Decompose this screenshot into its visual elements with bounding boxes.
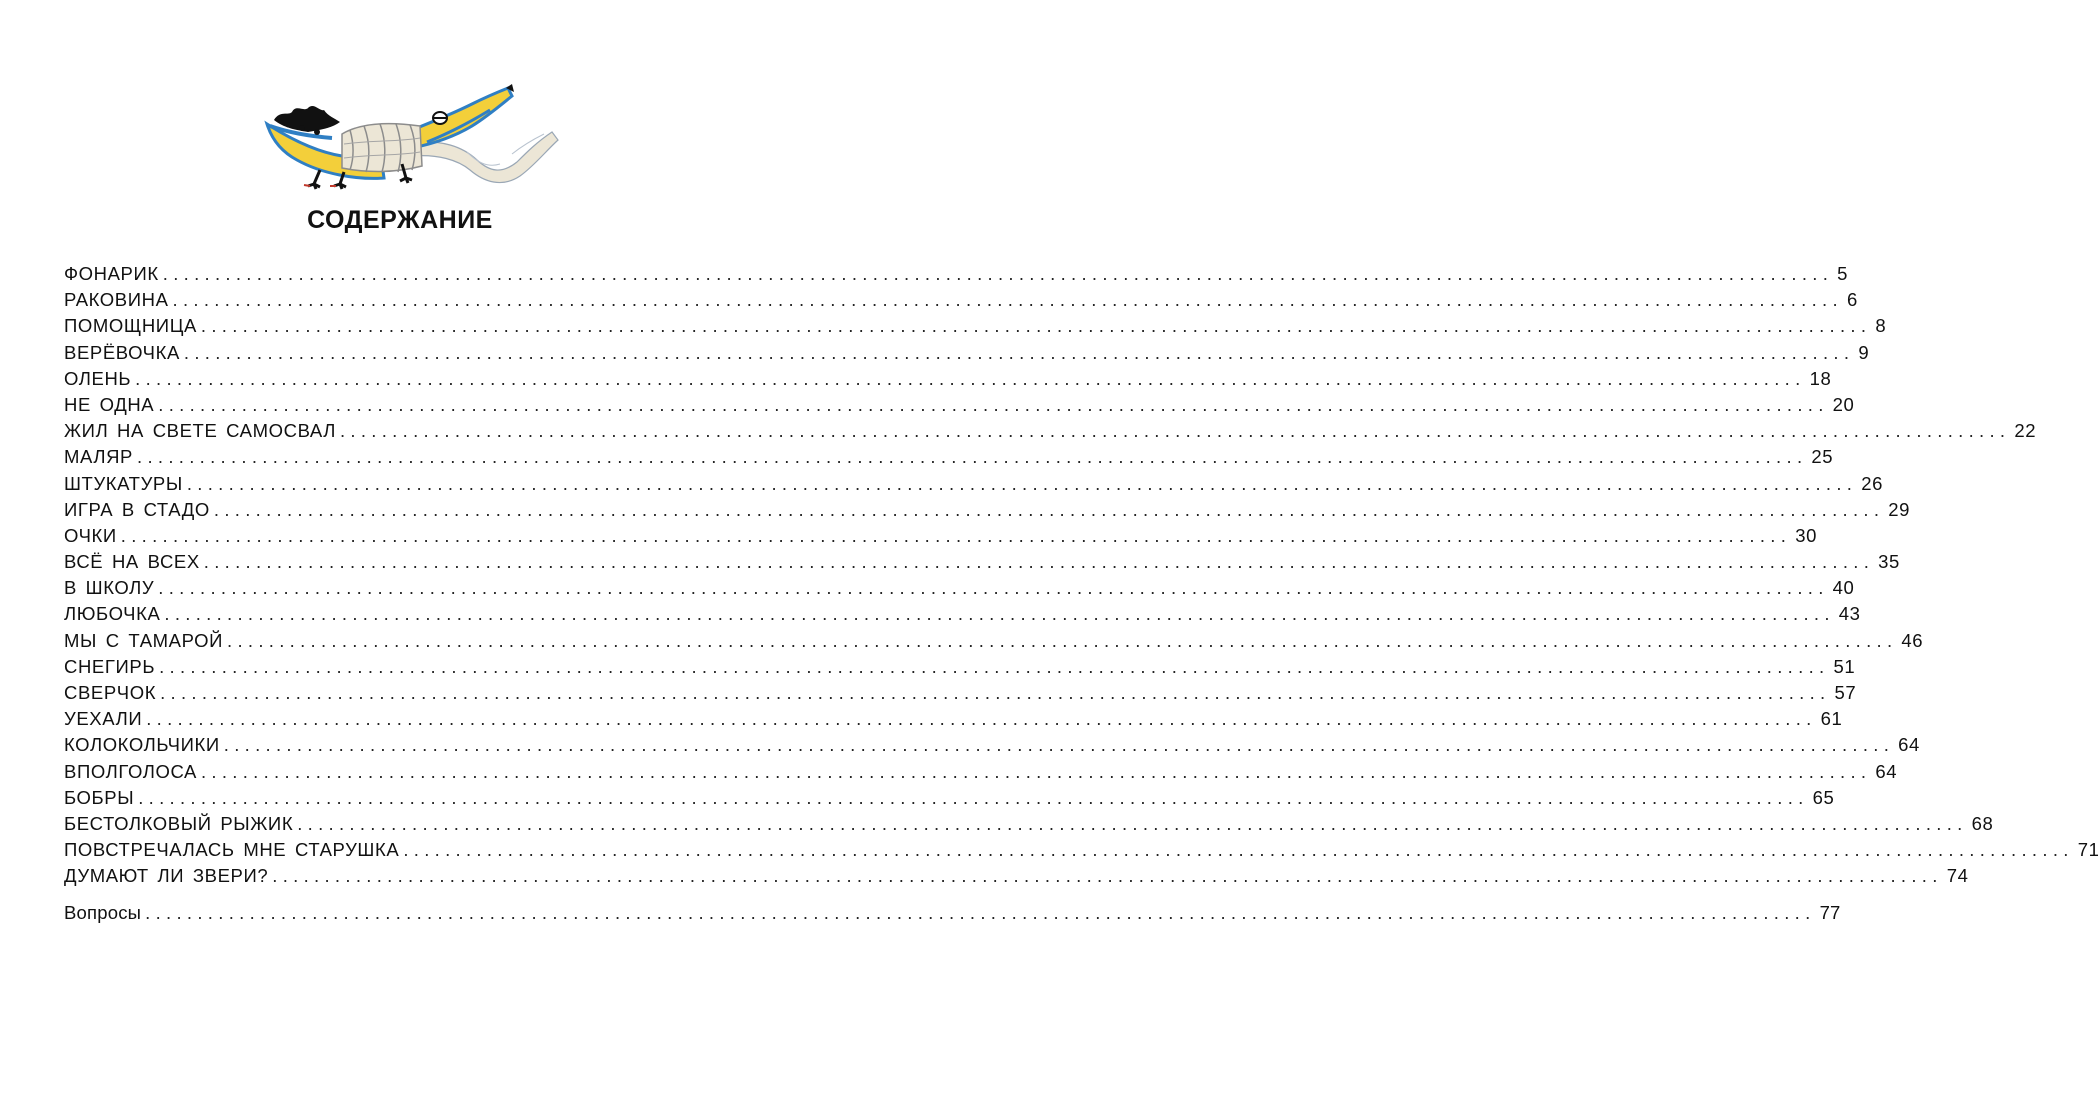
toc-entry-title: БОБРЫ — [64, 786, 135, 808]
toc-entry — [64, 549, 1900, 575]
toc-entry-page: 18 — [1809, 367, 1832, 389]
toc-entry — [64, 340, 1870, 366]
toc-entry-page: 26 — [1861, 472, 1884, 494]
toc-entry-title: УЕХАЛИ — [64, 708, 143, 730]
toc-entry-title: ПОМОЩНИЦА — [64, 315, 197, 337]
toc-dot-leader: ................................................................................................................................................................ — [186, 472, 1858, 494]
bandage-wrap — [342, 124, 422, 172]
toc-entry-title: ОЧКИ — [64, 524, 117, 546]
toc-entry-title: РАКОВИНА — [64, 289, 169, 311]
table-of-contents — [64, 261, 2099, 926]
toc-entry-page: 22 — [2014, 420, 2037, 442]
toc-entry-title: ВСЁ НА ВСЕХ — [64, 551, 200, 573]
toc-entry-title: Вопросы — [64, 901, 142, 923]
toc-entry-title: ЖИЛ НА СВЕТЕ САМОСВАЛ — [64, 420, 336, 442]
toc-entry — [64, 313, 1887, 339]
toc-entry-title: БЕСТОЛКОВЫЙ РЫЖИК — [64, 812, 294, 834]
toc-entry — [64, 680, 1857, 706]
toc-entry — [64, 261, 1849, 287]
toc-dot-leader: ................................................................................................................................................................ — [145, 901, 1816, 923]
toc-entry-title: КОЛОКОЛЬЧИКИ — [64, 734, 220, 756]
toc-entry-page: 30 — [1795, 524, 1817, 546]
toc-dot-leader: ................................................................................................................................................................ — [164, 603, 1835, 625]
toc-entry-page: 74 — [1946, 865, 1969, 887]
toc-entry-page: 8 — [1875, 315, 1887, 337]
crocodile-spikes — [274, 106, 340, 132]
toc-entry — [64, 811, 1994, 837]
toc-dot-leader: ................................................................................................................................................................ — [158, 393, 1829, 415]
toc-dot-leader: ................................................................................................................................................................ — [159, 655, 1830, 677]
toc-entry — [64, 654, 1856, 680]
toc-entry-page: 64 — [1898, 734, 1920, 756]
toc-entry-title: МЫ С ТАМАРОЙ — [64, 629, 224, 651]
toc-entry — [64, 497, 1911, 523]
toc-entry-title: ШТУКАТУРЫ — [64, 472, 183, 494]
toc-dot-leader: ................................................................................................................................................................ — [213, 498, 1885, 520]
toc-entry-title: ВЕРЁВОЧКА — [64, 341, 180, 363]
toc-dot-leader: ................................................................................................................................................................ — [200, 760, 1872, 782]
toc-entry — [64, 418, 2037, 444]
toc-dot-leader: ................................................................................................................................................................ — [120, 524, 1792, 546]
toc-entry — [64, 759, 1898, 785]
toc-dot-leader: ................................................................................................................................................................ — [183, 341, 1855, 363]
toc-entry — [64, 523, 1817, 549]
toc-dot-leader: ................................................................................................................................................................ — [223, 734, 1895, 756]
toc-entry-page: 77 — [1819, 901, 1841, 923]
toc-dot-leader: ................................................................................................................................................................ — [272, 865, 1943, 887]
toc-entry-title: В ШКОЛУ — [64, 577, 155, 599]
toc-entry-page: 64 — [1875, 760, 1898, 782]
toc-dot-leader: ................................................................................................................................................................ — [203, 551, 1875, 573]
toc-entry-page: 20 — [1832, 393, 1855, 415]
toc-dot-leader: ................................................................................................................................................................ — [137, 446, 1808, 468]
toc-entry-page: 29 — [1888, 498, 1911, 520]
toc-entry — [64, 837, 2099, 863]
toc-dot-leader: ................................................................................................................................................................ — [297, 812, 1968, 834]
toc-dot-leader: ................................................................................................................................................................ — [227, 629, 1898, 651]
toc-dot-leader: ................................................................................................................................................................ — [162, 263, 1834, 284]
toc-dot-leader: ................................................................................................................................................................ — [158, 577, 1829, 599]
toc-dot-leader: ................................................................................................................................................................ — [172, 289, 1843, 311]
toc-entry-questions — [64, 900, 1841, 926]
toc-entry-page: 71 — [2077, 839, 2099, 861]
toc-entry — [64, 601, 1861, 627]
crocodile-head — [412, 88, 512, 148]
toc-entry — [64, 366, 1832, 392]
toc-entry-page: 35 — [1878, 551, 1900, 573]
toc-entry — [64, 444, 1834, 470]
toc-entry — [64, 863, 1969, 889]
toc-entry-page: 46 — [1901, 629, 1924, 651]
toc-entry — [64, 392, 1855, 418]
toc-entry — [64, 575, 1855, 601]
toc-entry-title: ОЛЕНЬ — [64, 367, 132, 389]
toc-entry-page: 61 — [1820, 708, 1843, 730]
toc-entry-page: 40 — [1832, 577, 1855, 599]
toc-entry — [64, 287, 1858, 313]
toc-entry — [64, 471, 1884, 497]
crocodile-illustration — [262, 82, 562, 197]
toc-dot-leader: ................................................................................................................................................................ — [403, 839, 2074, 861]
toc-dot-leader: ................................................................................................................................................................ — [160, 682, 1831, 703]
toc-entry — [64, 785, 1835, 811]
toc-entry-title: ИГРА В СТАДО — [64, 498, 210, 520]
toc-entry — [64, 628, 1924, 654]
toc-entry-page: 5 — [1837, 263, 1849, 284]
contents-heading: СОДЕРЖАНИЕ — [307, 206, 493, 234]
toc-entry — [64, 732, 1920, 758]
toc-entry-title: СНЕГИРЬ — [64, 655, 156, 677]
toc-entry-title: ВПОЛГОЛОСА — [64, 760, 197, 782]
toc-entry-page: 43 — [1838, 603, 1861, 625]
toc-entry-page: 68 — [1971, 812, 1994, 834]
toc-entry-title: СВЕРЧОК — [64, 682, 157, 703]
toc-dot-leader: ................................................................................................................................................................ — [200, 315, 1872, 337]
toc-entry-page: 57 — [1834, 682, 1857, 703]
toc-dot-leader: ................................................................................................................................................................ — [135, 367, 1806, 389]
toc-entry-title: ДУМАЮТ ЛИ ЗВЕРИ? — [64, 865, 269, 887]
toc-dot-leader: ................................................................................................................................................................ — [138, 786, 1809, 808]
toc-entry-title: ЛЮБОЧКА — [64, 603, 161, 625]
toc-entry-page: 25 — [1811, 446, 1834, 468]
toc-dot-leader: ................................................................................................................................................................ — [146, 708, 1817, 730]
toc-entry-title: МАЛЯР — [64, 446, 133, 468]
toc-entry-page: 6 — [1846, 289, 1858, 311]
toc-entry-page: 65 — [1812, 786, 1835, 808]
toc-dot-leader: ................................................................................................................................................................ — [339, 420, 2011, 442]
toc-entry-page: 9 — [1858, 341, 1870, 363]
toc-entry-title: ФОНАРИК — [64, 263, 159, 284]
toc-entry-page: 51 — [1833, 655, 1856, 677]
toc-entry-title: ПОВСТРЕЧАЛАСЬ МНЕ СТАРУШКА — [64, 839, 400, 861]
toc-entry — [64, 706, 1843, 732]
toc-entry-title: НЕ ОДНА — [64, 393, 155, 415]
